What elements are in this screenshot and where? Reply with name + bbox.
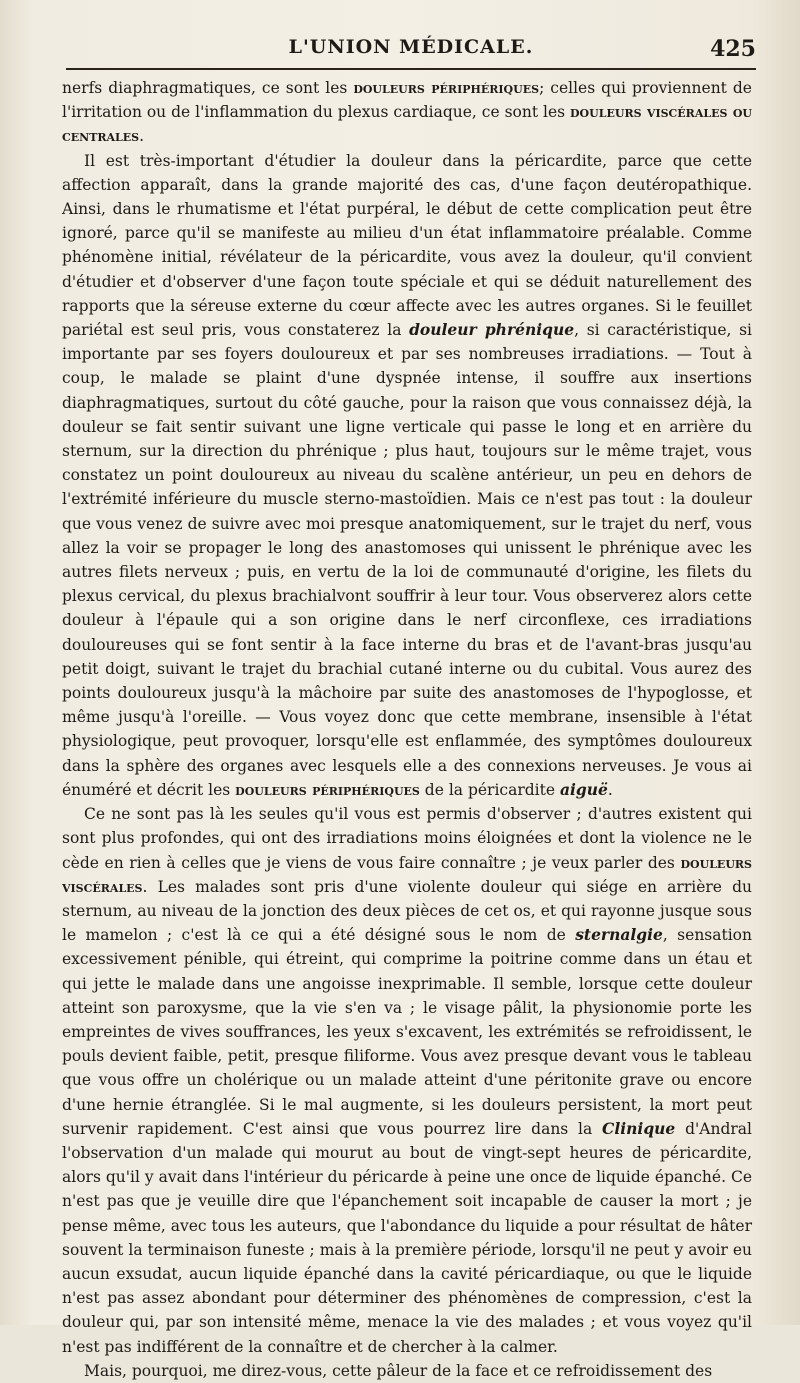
paragraph	[62, 802, 752, 1359]
small-caps-term: douleurs viscérales ou centrales	[62, 102, 752, 146]
text-run: d'Andral l'observation d'un malade qui mourut au bout de vingt-sept heures de péricardite, alors qu'il y avait dans l'intérieur du péricarde à peine une once de liquide épanché. Ce n'est pas que je veuille dire que l'épanchement soit incapable de causer la mort ; je pense même, avec tous les auteurs, que l'abondance du liquide a pour résultat de hâter souvent la terminaison funeste ; mais à la première période, lorsqu'il ne peut y avoir eu aucun exsudat, aucun liquide épanché dans la cavité péricardiaque, ou que le liquide n'est pas assez abondant pour déterminer des phénomènes de compression, c'est la douleur qui, par son intensité même, menace la vie des malades ; et vous voyez qu'il n'est pas indifférent de la connaître et de chercher à la calmer.	[62, 1119, 752, 1356]
paragraph	[62, 1359, 752, 1383]
italic-term: sternalgie	[575, 925, 663, 945]
small-caps-term: douleurs périphériques	[235, 779, 420, 799]
text-run: de la péricardite	[419, 780, 560, 799]
text-run: ; celles qui proviennent de l'irritation ou de l'inflammation du plexus cardiaque, ce sont les	[62, 79, 752, 122]
text-run: Il est très-important d'étudier la douleur dans la péricardite, parce que cette affection apparaît, dans la grande majorité des cas, d'une façon deutéropathique. Ainsi, dans le rhumatisme et l'état purpéral, le début de cette complication peut être ignoré, parce qu'il se manifeste au milieu d'un état inflammatoire préalable. Comme phénomène initial, révélateur de la péricardite, vous avez la douleur, qu'il convient d'étudier et d'observer d'une façon toute spéciale et qui se déduit naturellement des rapports que la séreuse externe du cœur affecte avec les autres organes. Si le feuillet pariétal est seul pris, vous constaterez la	[62, 151, 752, 340]
italic-term: aiguë	[559, 779, 608, 799]
text-run: .	[607, 780, 613, 799]
text-run: .	[139, 127, 145, 146]
small-caps-term: douleurs viscérales	[62, 852, 752, 896]
italic-term: douleur phrénique	[409, 320, 575, 340]
paragraph	[62, 149, 752, 802]
text-run: . Les malades sont pris d'une violente douleur qui siége en arrière du sternum, au niveau de la jonction des deux pièces de cet os, et qui rayonne jusque sous le mamelon ; c'est là ce qui a été désigné sous le nom de	[62, 877, 752, 945]
text-run: , sensation excessivement pénible, qui étreint, qui comprime la poitrine comme dans un étau et qui jette le malade dans une angoisse inexprimable. Il semble, lorsque cette douleur atteint son paroxysme, que la vie s'en va ; le visage pâlit, la physionomie porte les empreintes de vives souffrances, les yeux s'excavent, les extrémités se refroidissent, le pouls devient faible, petit, presque filiforme. Vous avez presque devant vous le tableau que vous offre un cholérique ou un malade atteint d'une péritonite grave ou encore d'une hernie étranglée. Si le mal augmente, si les douleurs persistent, la mort peut survenir rapidement. C'est ainsi que vous pourrez lire dans la	[62, 926, 752, 1138]
italic-term: Clinique	[602, 1118, 676, 1138]
article-body	[62, 76, 752, 1383]
page-header	[66, 30, 756, 70]
text-run: Ce ne sont pas là les seules qu'il vous est permis d'observer ; d'autres existent qui sont plus profondes, qui ont des irradiations moins éloignées et dont la violence ne le cède en rien à celles que je viens de vous faire connaître ; je veux parler des	[62, 805, 752, 872]
text-run: nerfs diaphragmatiques, ce sont les	[62, 79, 354, 97]
journal-title: L'UNION MÉDICALE.	[288, 36, 534, 58]
text-run: , si caractéristique, si importante par ses foyers douloureux et par ses nombreuses irradiations. — Tout à coup, le malade se plaint d'une dyspnée intense, il souffre aux insertions diaphragmatiques, surtout du côté gauche, pour la raison que vous connaissez déjà, la douleur se fait sentir suivant une ligne verticale qui passe le long et en arrière du sternum, sur la direction du phrénique ; plus haut, toujours sur le même trajet, vous constatez un point douloureux au niveau du scalène antérieur, un peu en dehors de l'extrémité inférieure du muscle sterno-mastoïdien. Mais ce n'est pas tout : la douleur que vous venez de suivre avec moi presque anatomiquement, sur le trajet du nerf, vous allez la voir se propager le long des anastomoses qui unissent le phrénique avec les autres filets nerveux ; puis, en vertu de la loi de communauté d'origine, les filets du plexus cervical, du plexus brachialvont souffrir à leur tour. Vous observerez alors cette douleur à l'épaule qui a son origine dans le nerf circonflexe, ces irradiations douloureuses qui se font sentir à la face interne du bras et de l'avant-bras jusqu'au petit doigt, suivant le trajet du brachial cutané interne ou du cubital. Vous aurez des points douloureux jusqu'à la mâchoire par suite des anastomoses de l'hypoglosse, et même jusqu'à l'oreille. — Vous voyez donc que cette membrane, insensible à l'état physiologique, peut provoquer, lorsqu'elle est enflammée, des symptômes douloureux dans la sphère des organes avec lesquels elle a des connexions nerveuses. Je vous ai énuméré et décrit les	[62, 321, 752, 799]
header-rule	[66, 68, 756, 70]
page-number: 425	[710, 36, 756, 62]
text-run: Mais, pourquoi, me direz-vous, cette pâleur de la face et ce refroidissement des	[84, 1361, 713, 1380]
paragraph	[62, 76, 752, 149]
small-caps-term: douleurs périphériques	[353, 78, 540, 97]
